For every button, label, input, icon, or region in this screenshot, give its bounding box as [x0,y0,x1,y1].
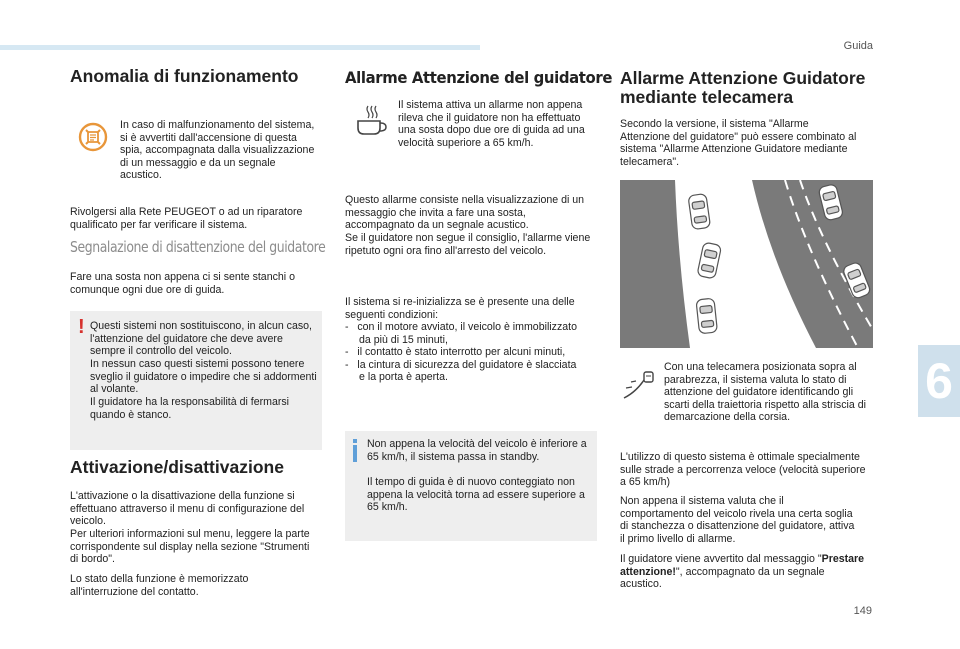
activation-text-2: Per ulteriori informazioni sul menu, leggere la parte corrispondente sul display nella sezione "Strumenti di bordo". [70,528,310,566]
usage-text: L'utilizzo di questo sistema è ottimale specialmente sulle strade a percorrenza veloce (velocità superiore a 65 km/h) [620,451,866,489]
activation-text-3: Lo stato della funzione è memorizzato all'interruzione del contatto. [70,573,249,598]
section-label: Guida [843,40,873,52]
info-box [345,431,597,541]
warning-box [70,311,322,450]
inattention-subtitle: Segnalazione di disattenzione del guidatore [70,238,326,256]
warning-text-2: In nessun caso questi sistemi possono tenere sveglio il guidatore o impedire che si addormenti al volante. [90,358,317,396]
warning-text-1: Questi sistemi non sostituiscono, in alcun caso, l'attenzione del guidatore che deve avere sempre il controllo del veicolo. [90,320,312,358]
alert-level-text: Non appena il sistema valuta che il comportamento del veicolo rivela una certa soglia di stanchezza o disattenzione del guidatore, attiva il primo livello di allarme. [620,495,855,545]
service-warning-icon [78,122,108,152]
reset-condition-item: - con il motore avviato, il veicolo è immobilizzato da più di 15 minuti, [345,321,577,346]
alert-text-1: Questo allarme consiste nella visualizzazione di un messaggio che invita a fare una sosta, accompagnato da un segnale acustico. [345,194,585,232]
alert-message-bold: Prestare attenzione! [620,553,865,578]
coffee-cup-icon [355,104,389,138]
warning-exclamation-icon: ! [78,316,85,338]
contact-text: Rivolgersi alla Rete PEUGEOT o ad un riparatore qualificato per far verificare il sistema. [70,206,303,231]
anomaly-title: Anomalia di funzionamento [70,66,299,86]
driver-alert-intro: Il sistema attiva un allarme non appena rileva che il guidatore non ha effettuato una sosta dopo due ore di guida ad una velocità superiore a 65 km/h. [398,99,585,149]
activation-title: Attivazione/disattivazione [70,457,284,477]
reset-condition-item: - il contatto è stato interrotto per alcuni minuti, [345,346,566,359]
alert-text-2: Se il guidatore non segue il consiglio, l'allarme viene ripetuto ogni ora fino all'arresto del veicolo. [345,232,591,257]
rest-advice-text: Fare una sosta non appena ci si sente stanchi o comunque ogni due ore di guida. [70,271,295,296]
chapter-tab: 6 [918,345,960,417]
reset-conditions-list [345,321,585,384]
top-accent-bar [0,45,480,50]
lane-camera-icon [622,368,656,402]
warning-text-3: Il guidatore ha la responsabilità di fermarsi quando è stanco. [90,396,290,421]
info-icon [353,445,357,462]
reset-intro: Il sistema si re-inizializza se è presente una delle seguenti condizioni: [345,296,575,321]
camera-text: Con una telecamera posizionata sopra al parabrezza, il sistema valuta lo stato di attenzione del guidatore identificando gli scarti della traiettoria rispetto alla striscia di demarcazione della corsia. [664,361,866,424]
page-number: 149 [853,605,872,617]
anomaly-text: In caso di malfunzionamento del sistema, si è avvertiti dall'accensione di questa spia, accompagnata dalla visualizzazione di un messaggio e da un segnale acustico. [120,119,315,182]
alert-message-text: Il guidatore viene avvertito dal messaggio "Prestare attenzione!", accompagnato da un segnale acustico. [620,553,865,591]
camera-alert-intro: Secondo la versione, il sistema "Allarme Attenzione del guidatore" può essere combinato al sistema "Allarme Attenzione Guidatore mediante telecamera". [620,118,857,168]
activation-text-1: L'attivazione o la disattivazione della funzione si effettuano attraverso il menu di configurazione del veicolo. [70,490,305,528]
lane-deviation-illustration [620,180,873,348]
info-text-2: Il tempo di guida è di nuovo conteggiato non appena la velocità torna ad essere superiore a 65 km/h. [367,476,585,514]
driver-alert-title: Allarme Attenzione del guidatore [345,68,613,87]
camera-alert-title: Allarme Attenzione Guidatore mediante telecamera [620,68,866,107]
reset-condition-item: - la cintura di sicurezza del guidatore è slacciata e la porta è aperta. [345,358,577,384]
info-text-1: Non appena la velocità del veicolo è inferiore a 65 km/h, il sistema passa in standby. [367,438,587,463]
